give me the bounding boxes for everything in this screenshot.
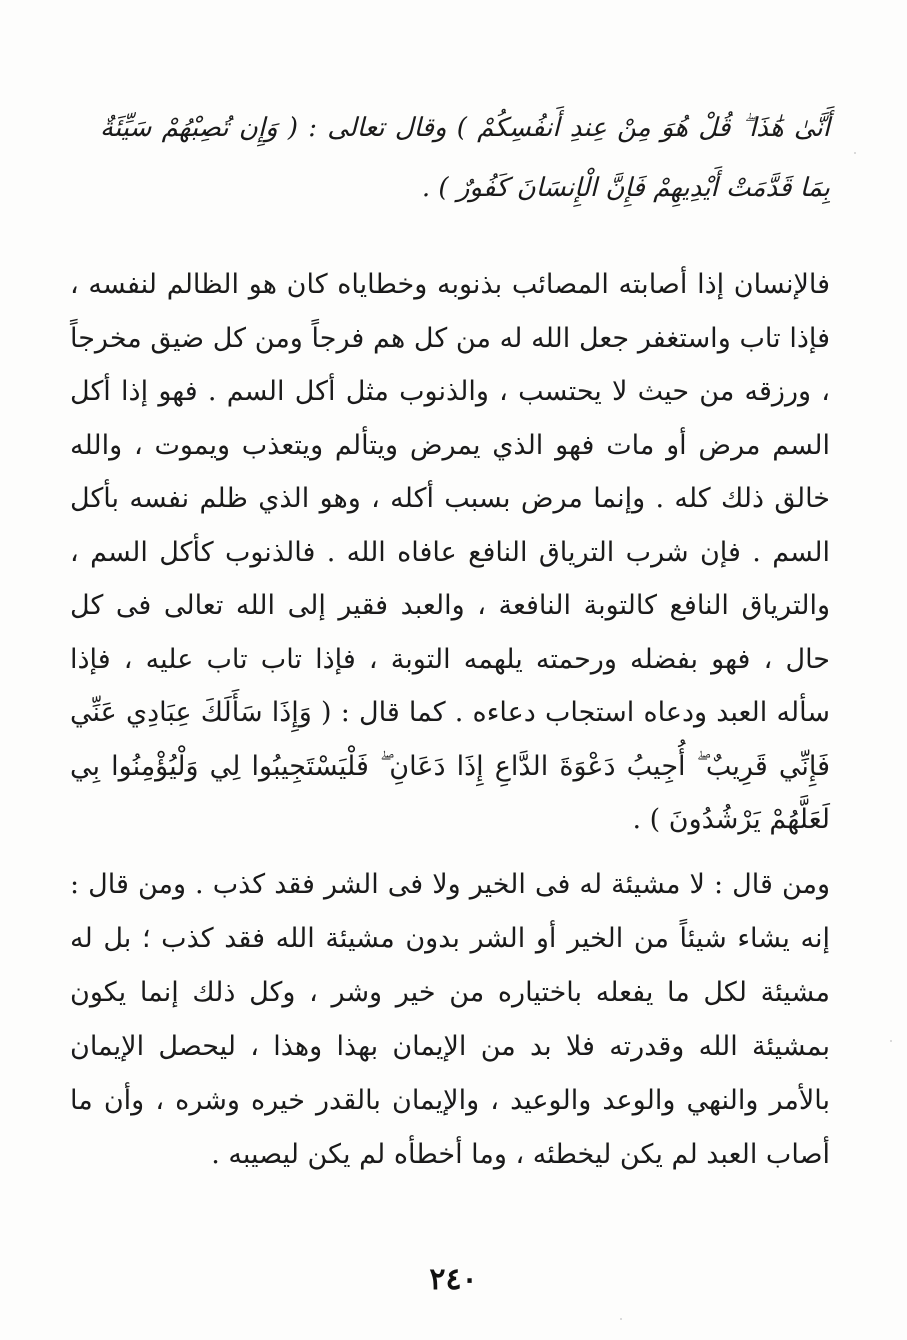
scan-speck [854,152,856,154]
scan-speck [890,1040,892,1042]
quran-verse-continuation: أَنَّىٰ هَٰذَا ۖ قُلْ هُوَ مِنْ عِندِ أَنفُسِكُمْ ) وقال تعالى : ( وَإِن تُصِبْهُمْ سَيِّئَةٌ بِمَا قَدَّمَتْ أَيْدِيهِمْ فَإِنَّ الْإِنسَانَ كَفُورٌ ) . [100,113,830,203]
paragraph-sins-and-repentance: فالإنسان إذا أصابته المصائب بذنوبه وخطاياه كان هو الظالم لنفسه ، فإذا تاب واستغفر جعل الله له من كل هم فرجاً ومن كل ضيق مخرجاً ، ورزقه من حيث لا يحتسب ، والذنوب مثل أكل السم . فهو إذا أكل السم مرض أو مات فهو الذي يمرض ويتألم ويتعذب ويموت ، والله خالق ذلك كله . وإنما مرض بسبب أكله ، وهو الذي ظلم نفسه بأكل السم . فإن شرب الترياق النافع عافاه الله . فالذنوب كأكل السم ، والترياق النافع كالتوبة النافعة ، والعبد فقير إلى الله تعالى فى كل حال ، فهو بفضله ورحمته يلهمه التوبة ، فإذا تاب تاب عليه ، فإذا سأله العبد ودعاه استجاب دعاءه . كما قال : ( وَإِذَا سَأَلَكَ عِبَادِي عَنِّي فَإِنِّي قَرِيبٌ ۖ أُجِيبُ دَعْوَةَ الدَّاعِ إِذَا دَعَانِ ۖ فَلْيَسْتَجِيبُوا لِي وَلْيُؤْمِنُوا بِي لَعَلَّهُمْ يَرْشُدُونَ ) . [70,269,830,835]
page-number: ٢٤٠ [429,1262,478,1297]
scan-speck [620,1318,622,1320]
paragraph-divine-will: ومن قال : لا مشيئة له فى الخير ولا فى الشر فقد كذب . ومن قال : إنه يشاء شيئاً من الخير أو الشر بدون مشيئة الله فقد كذب ؛ بل له مشيئة لكل ما يفعله باختياره من خير وشر ، وكل ذلك إنما يكون بمشيئة الله وقدرته فلا بد من الإيمان بهذا وهذا ، ليحصل الإيمان بالأمر والنهي والوعد والوعيد ، والإيمان بالقدر خيره وشره ، وأن ما أصاب العبد لم يكن ليخطئه ، وما أخطأه لم يكن ليصيبه . [70,869,830,1170]
